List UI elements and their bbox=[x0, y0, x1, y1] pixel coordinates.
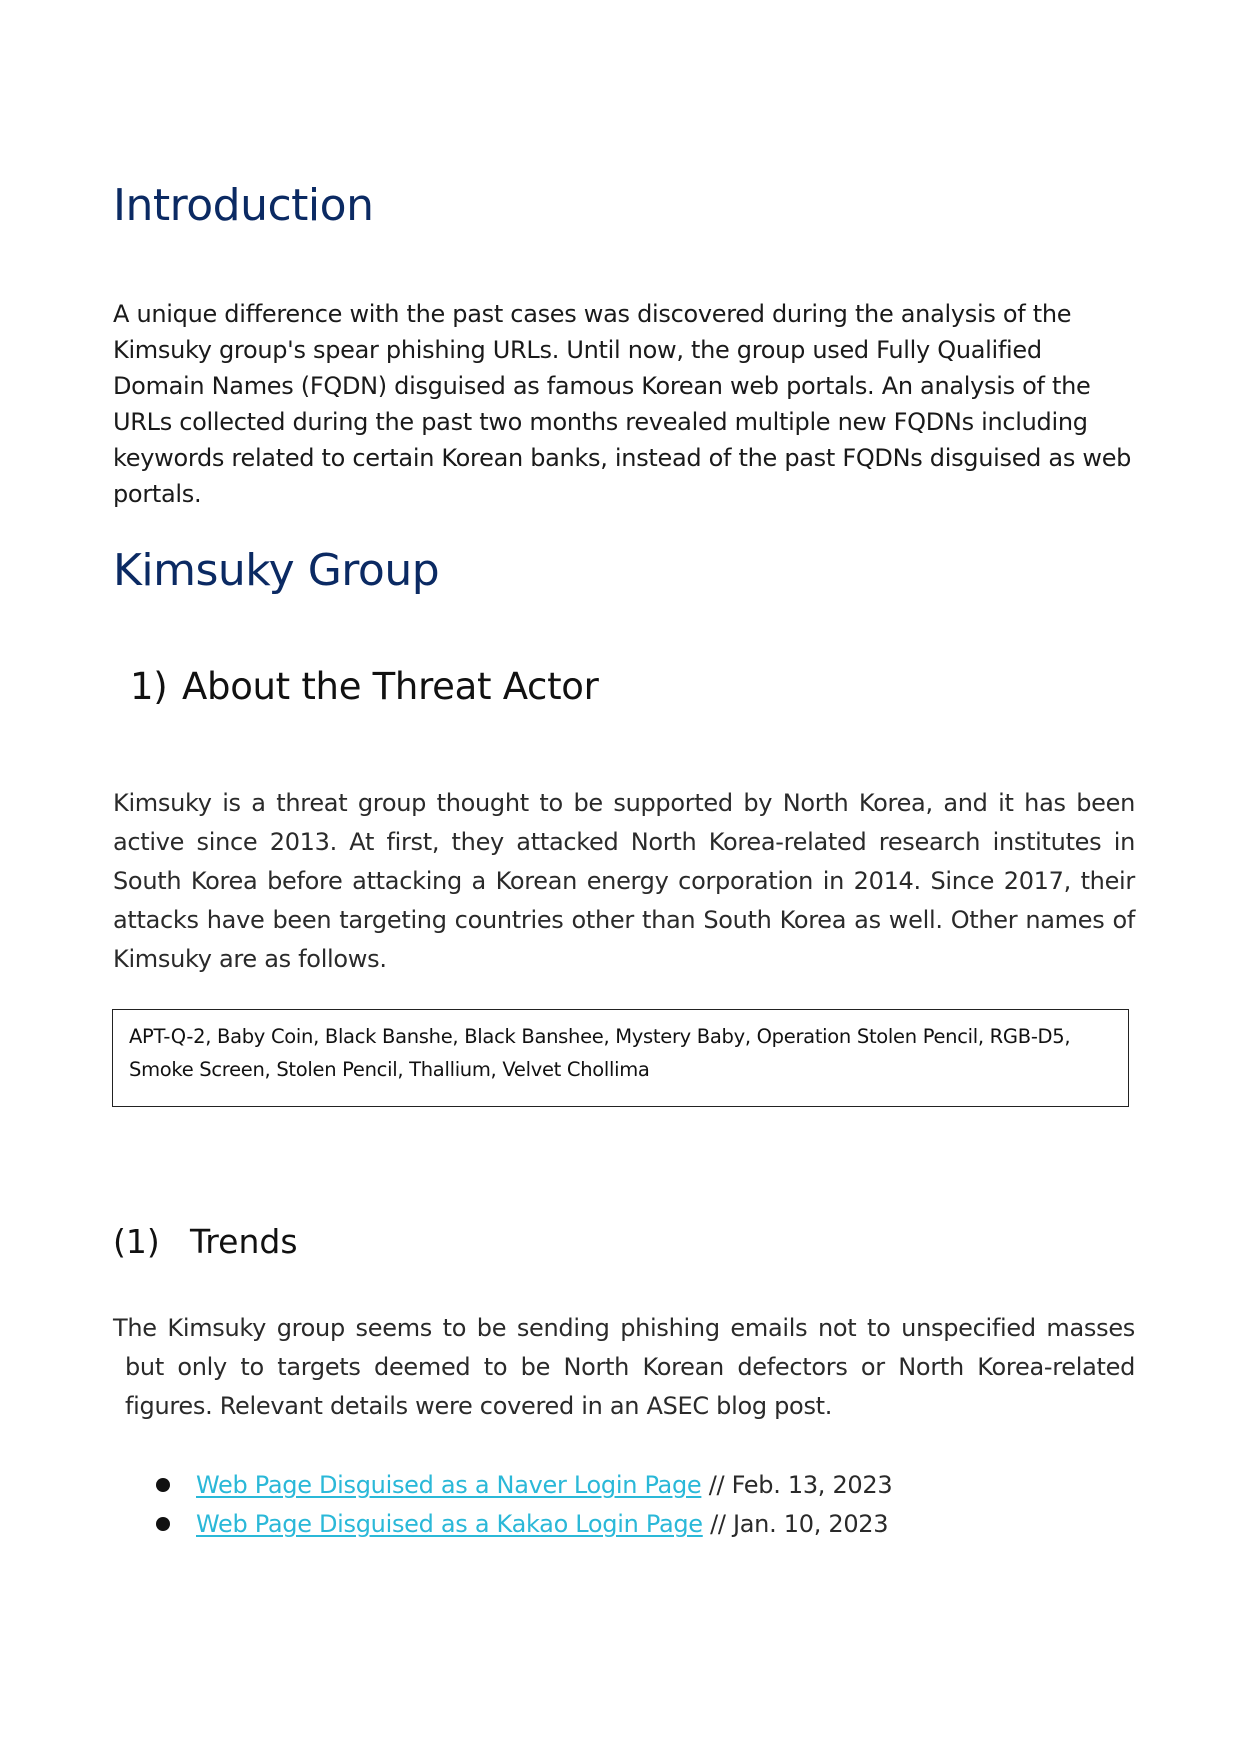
post-date: // Jan. 10, 2023 bbox=[702, 1510, 889, 1538]
section-number: 1) bbox=[130, 665, 168, 708]
introduction-heading: Introduction bbox=[113, 180, 374, 231]
aliases-box: APT-Q-2, Baby Coin, Black Banshe, Black Banshee, Mystery Baby, Operation Stolen Pencil, RGB-D5, Smoke Screen, Stolen Pencil, Thallium, Velvet Chollima bbox=[112, 1009, 1129, 1107]
trends-paragraph: The Kimsuky group seems to be sending phishing emails not to unspecified masses but only to targets deemed to be North Korean defectors or North Korea-related figures. Relevant details were covered in an ASEC blog post. bbox=[113, 1314, 1135, 1420]
subsection-number: (1) bbox=[113, 1222, 160, 1261]
kakao-login-page-link[interactable]: Web Page Disguised as a Kakao Login Page bbox=[196, 1510, 703, 1538]
about-threat-actor-paragraph: Kimsuky is a threat group thought to be supported by North Korea, and it has been active since 2013. At first, they attacked North Korea-related research institutes in South Korea before attacking a Korean energy corporation in 2014. Since 2017, their attacks have been targeting countries other than South Korea as well. Other names of Kimsuky are as follows. bbox=[113, 789, 1135, 973]
trends-heading bbox=[113, 1222, 298, 1261]
list-item bbox=[150, 1466, 892, 1505]
blog-post-list bbox=[150, 1466, 892, 1544]
introduction-paragraph: A unique difference with the past cases was discovered during the analysis of the Kimsuky group's spear phishing URLs. Until now, the group used Fully Qualified Domain Names (FQDN) disguised as famous Korean web portals. An analysis of the URLs collected during the past two months revealed multiple new FQDNs including keywords related to certain Korean banks, instead of the past FQDNs disguised as web portals. bbox=[113, 300, 1132, 508]
naver-login-page-link[interactable]: Web Page Disguised as a Naver Login Page bbox=[196, 1471, 702, 1499]
about-threat-actor-heading bbox=[130, 665, 599, 708]
kimsuky-group-heading: Kimsuky Group bbox=[113, 545, 440, 596]
subsection-title: Trends bbox=[190, 1222, 298, 1261]
list-item bbox=[150, 1505, 892, 1544]
post-date: // Feb. 13, 2023 bbox=[701, 1471, 893, 1499]
bullet-icon bbox=[156, 1517, 170, 1531]
section-title: About the Threat Actor bbox=[182, 665, 599, 708]
bullet-icon bbox=[156, 1478, 170, 1492]
